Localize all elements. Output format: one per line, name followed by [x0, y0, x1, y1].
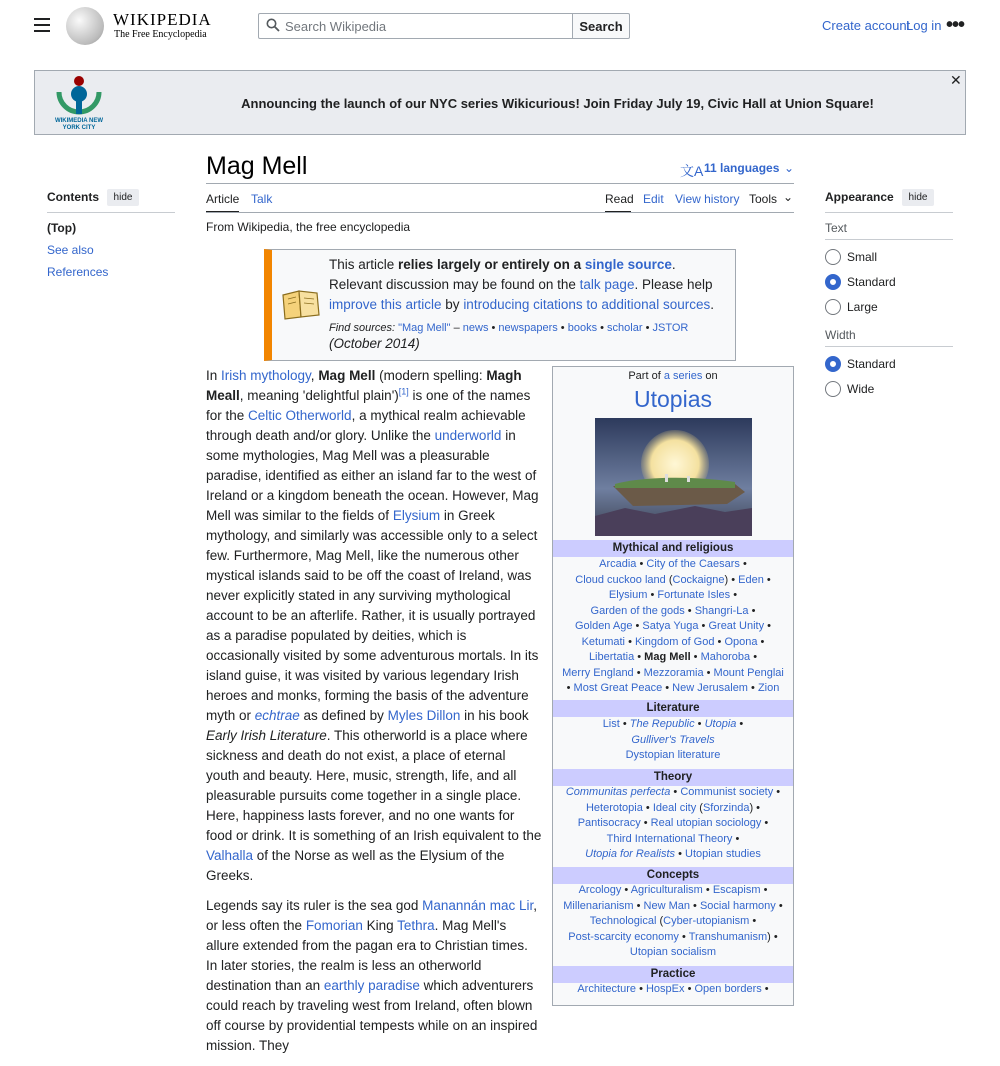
wikimedia-nyc-logo-text: WIKIMEDIA NEW YORK CITY — [54, 118, 104, 131]
link-mount-penglai[interactable]: Mount Penglai — [713, 666, 784, 679]
article-paragraph-1: In Irish mythology, Mag Mell (modern spelling: Magh Meall, meaning 'delightful plain')[1] is one of the names for the Celtic Otherworld, a mythical realm achievable through death and/or glory. Unlike the underworld in some mythologies, Mag Mell was a pleasurable paradise, identified as either an island far to the west of Ireland or a kingdom beneath the ocean. However, Mag Mell was similar to the fields of Elysium in Greek mythology, and similarly was accessible only to a select few. Furthermore, Mag Mell, like the numerous other mystical islands said to be off the coast of Ireland, was never explicitly stated in any surviving mythological account to be an afterlife. Rather, it is usually portrayed as a paradise populated by deities, which is occasionally visited by some adventurous mortals. In its island guise, it was visited by various legendary Irish heroes and monks, forming the basis of the adventure myth or echtrae as defined by Myles Dillon in his book Early Irish Literature. This otherworld is a place where sickness and death do not exist, a place of eternal youth and beauty. Here, music, strength, life, and all pleasurable pursuits come together in a single place. Here, happiness lasts forever, and no one wants for food or drink. It is something of an Irish equivalent to the Valhalla of the Norse as well as the Elysium of the Greeks. — [206, 368, 542, 883]
infobox-part-of: Part of a series on — [628, 370, 718, 382]
link-agriculturalism[interactable]: Agriculturalism — [630, 884, 703, 896]
list-line — [557, 748, 789, 764]
tab-article[interactable]: Article — [206, 192, 240, 206]
section-mythical-religious: Mythical and religious — [553, 540, 793, 557]
link-shangri-la[interactable]: Shangri-La — [694, 604, 749, 617]
link-echtrae[interactable]: echtrae — [254, 708, 300, 723]
floating-island-image[interactable] — [595, 418, 752, 536]
page-title: Mag Mell — [206, 152, 308, 180]
link-fortunate-isles[interactable]: Fortunate Isles — [657, 589, 731, 601]
link-third-international-theory[interactable]: Third International Theory — [606, 832, 733, 845]
list-line — [557, 945, 789, 961]
width-divider — [825, 346, 953, 347]
width-standard-label: Standard — [847, 357, 896, 371]
mythical-religious-list — [557, 557, 789, 697]
find-sources-books-link[interactable]: books — [567, 322, 598, 334]
link-opona[interactable]: Opona — [724, 635, 758, 648]
link-arcology[interactable]: Arcology — [578, 884, 622, 896]
link-pantisocracy[interactable]: Pantisocracy — [577, 817, 641, 829]
reference-1[interactable]: [1] — [398, 386, 409, 397]
link-millenarianism[interactable]: Millenarianism — [563, 899, 634, 912]
link-myles-dillon[interactable]: Myles Dillon — [387, 708, 461, 723]
width-standard-radio[interactable] — [825, 356, 841, 372]
link-kingdom-of-god[interactable]: Kingdom of God — [634, 635, 715, 648]
link-mahoroba[interactable]: Mahoroba — [700, 651, 751, 663]
list-line: Golden Age • Satya Yuga • Great Unity • — [574, 620, 772, 632]
link-merry-england[interactable]: Merry England — [562, 666, 634, 679]
link-real-utopian-sociology[interactable]: Real utopian sociology — [650, 817, 762, 829]
create-account-link[interactable]: Create account — [822, 18, 911, 33]
banner-announcement: Announcing the launch of our NYC series Wikicurious! Join Friday July 19, Civic Hall at Union Square! — [241, 96, 874, 111]
link-cyber-utopianism[interactable]: Cyber-utopianism — [663, 915, 750, 927]
single-source-link[interactable]: single source — [584, 257, 672, 272]
link-fomorian[interactable]: Fomorian — [305, 918, 363, 933]
width-heading: Width — [825, 328, 856, 342]
tab-edit[interactable]: Edit — [643, 192, 664, 206]
tab-talk[interactable]: Talk — [251, 192, 273, 206]
link-utopia-for-realists[interactable]: Utopia for Realists — [585, 848, 676, 860]
link-eden[interactable]: Eden — [738, 573, 764, 586]
link-great-unity[interactable]: Great Unity — [708, 620, 765, 632]
toc-item-top[interactable]: (Top) — [47, 221, 77, 235]
link-gullivers-travels[interactable]: Gulliver's Travels — [631, 733, 715, 746]
link-list[interactable]: List — [602, 718, 620, 730]
language-icon[interactable]: 文A — [680, 163, 704, 179]
list-line: Garden of the gods • Shangri-La • — [590, 604, 756, 617]
text-small-radio[interactable] — [825, 249, 841, 265]
link-arcadia[interactable]: Arcadia — [599, 558, 637, 570]
list-line: Heterotopia • Ideal city (Sforzinda) • — [585, 801, 761, 814]
search-icon — [266, 18, 280, 32]
list-line: Third International Theory • — [606, 832, 740, 845]
link-most-great-peace[interactable]: Most Great Peace — [573, 682, 663, 694]
list-line: Arcology • Agriculturalism • Escapism • — [578, 884, 768, 896]
list-line: Technological (Cyber-utopianism • — [589, 915, 757, 927]
toc-divider — [47, 212, 175, 213]
hamburger-icon — [34, 18, 50, 20]
notice-date: (October 2014) — [329, 336, 420, 351]
section-theory: Theory — [553, 769, 793, 786]
link-heterotopia[interactable]: Heterotopia — [585, 801, 643, 814]
series-link[interactable]: a series — [663, 370, 703, 382]
find-sources-news-link[interactable]: news — [462, 322, 489, 334]
infobox-title[interactable]: Utopias — [634, 386, 712, 412]
talk-page-link[interactable]: talk page — [579, 277, 635, 292]
link-city-of-caesars[interactable]: City of the Caesars — [646, 558, 740, 570]
link-zion[interactable]: Zion — [757, 682, 780, 694]
text-size-heading: Text — [825, 221, 848, 235]
find-sources-jstor-link[interactable]: JSTOR — [652, 322, 689, 334]
language-button[interactable]: 11 languages — [704, 161, 780, 175]
link-elysium-2[interactable]: Elysium — [608, 589, 648, 601]
chevron-down-icon[interactable]: ⌄ — [784, 161, 795, 175]
link-earthly-paradise[interactable]: earthly paradise — [323, 978, 420, 993]
list-line: • Most Great Peace • New Jerusalem • Zion — [566, 682, 780, 694]
introducing-citations-link[interactable]: introducing citations to additional sources — [463, 297, 711, 312]
text-standard-radio[interactable] — [825, 274, 841, 290]
link-cockaigne[interactable]: Cockaigne — [672, 573, 725, 586]
link-new-jerusalem[interactable]: New Jerusalem — [672, 682, 748, 694]
search-button[interactable]: Search — [572, 13, 630, 39]
list-line: Arcadia • City of the Caesars • — [599, 558, 747, 570]
appearance-hide-button[interactable]: hide — [902, 189, 934, 206]
link-garden-of-gods[interactable]: Garden of the gods — [590, 604, 685, 617]
link-escapism[interactable]: Escapism — [712, 884, 761, 896]
toc-item-see-also[interactable]: See also — [47, 243, 94, 257]
list-line — [557, 733, 789, 749]
link-ketumati[interactable]: Ketumati — [581, 635, 626, 648]
chevron-down-icon[interactable]: ⌄ — [783, 190, 794, 204]
text-large-label: Large — [847, 300, 878, 314]
link-new-man[interactable]: New Man — [643, 899, 690, 912]
log-in-link[interactable]: Log in — [906, 18, 942, 33]
toc-title: Contents — [47, 190, 99, 204]
list-line: Post-scarcity economy • Transhumanism) • — [568, 930, 778, 943]
wikipedia-globe-logo[interactable] — [66, 7, 104, 45]
text-small-label: Small — [847, 250, 878, 264]
practice-list — [557, 982, 789, 998]
link-communist-society[interactable]: Communist society — [680, 786, 774, 798]
tools-menu[interactable]: Tools — [749, 192, 778, 206]
link-manannan-mac-lir[interactable]: Manannán mac Lir — [422, 898, 534, 913]
find-sources-newspapers-link[interactable]: newspapers — [498, 322, 558, 334]
link-post-scarcity-economy[interactable]: Post-scarcity economy — [568, 930, 679, 943]
list-line: Elysium • Fortunate Isles • — [608, 589, 738, 601]
improve-article-link[interactable]: improve this article — [329, 297, 442, 312]
article-body — [206, 366, 542, 1066]
link-valhalla[interactable]: Valhalla — [206, 848, 254, 863]
tab-view-history[interactable]: View history — [675, 192, 740, 206]
link-mezzoramia[interactable]: Mezzoramia — [643, 666, 704, 679]
link-the-republic[interactable]: The Republic — [629, 718, 695, 730]
text-large-radio[interactable] — [825, 299, 841, 315]
link-elysium[interactable]: Elysium — [392, 508, 441, 523]
notice-text: This article relies largely or entirely on a single source. Relevant discussion may be found on the talk page. Please help improve this article by introducing citations to additional sources. — [329, 257, 714, 312]
link-transhumanism[interactable]: Transhumanism — [688, 930, 768, 943]
more-options-icon[interactable]: ••• — [946, 14, 965, 36]
list-line: Utopia for Realists • Utopian studies — [585, 848, 761, 860]
link-utopia[interactable]: Utopia — [704, 718, 737, 730]
book-icon — [281, 287, 321, 321]
link-irish-mythology[interactable]: Irish mythology — [221, 368, 311, 383]
section-concepts: Concepts — [553, 867, 793, 884]
search-input[interactable] — [283, 14, 568, 38]
width-wide-label: Wide — [847, 382, 875, 396]
link-tethra[interactable]: Tethra — [397, 918, 435, 933]
appearance-title: Appearance — [825, 190, 894, 204]
link-golden-age[interactable]: Golden Age — [574, 620, 633, 632]
text-size-divider — [825, 239, 953, 240]
list-line: Ketumati • Kingdom of God • Opona • — [581, 635, 765, 648]
width-wide-radio[interactable] — [825, 381, 841, 397]
link-open-borders[interactable]: Open borders — [694, 983, 762, 995]
list-line: Pantisocracy • Real utopian sociology • — [577, 817, 769, 829]
link-libertatia[interactable]: Libertatia — [588, 651, 635, 663]
link-architecture[interactable]: Architecture — [577, 983, 637, 995]
find-sources-title-link[interactable]: "Mag Mell" — [398, 322, 451, 334]
appearance-divider — [825, 212, 953, 213]
list-line: Cloud cuckoo land (Cockaigne) • Eden • — [575, 573, 771, 586]
link-dystopian-literature[interactable]: Dystopian literature — [625, 749, 721, 761]
section-literature: Literature — [553, 700, 793, 717]
list-line: List • The Republic • Utopia • — [602, 718, 744, 730]
tab-read[interactable]: Read — [605, 192, 634, 206]
list-line: Millenarianism • New Man • Social harmony • — [563, 899, 783, 912]
toc-item-references[interactable]: References — [47, 265, 109, 279]
find-sources: Find sources: "Mag Mell" – news • newspapers • books • scholar • JSTOR — [329, 322, 689, 334]
link-hospex[interactable]: HospEx — [645, 983, 685, 995]
link-communitas-perfecta[interactable]: Communitas perfecta — [565, 786, 671, 798]
link-utopian-studies[interactable]: Utopian studies — [685, 848, 761, 860]
link-ideal-city[interactable]: Ideal city — [652, 801, 697, 814]
link-utopian-socialism[interactable]: Utopian socialism — [629, 946, 717, 958]
link-satya-yuga[interactable]: Satya Yuga — [642, 620, 699, 632]
current-article-mag-mell: Mag Mell — [644, 651, 691, 663]
link-technological[interactable]: Technological — [589, 915, 657, 927]
toc-hide-button[interactable]: hide — [107, 189, 139, 206]
main-menu-button[interactable] — [34, 18, 50, 32]
text-standard-label: Standard — [847, 275, 896, 289]
utopias-sidebar — [552, 366, 794, 1006]
site-subtitle: From Wikipedia, the free encyclopedia — [206, 220, 411, 234]
link-underworld[interactable]: underworld — [434, 428, 502, 443]
list-line: Libertatia • Mag Mell • Mahoroba • — [588, 651, 758, 663]
link-sforzinda[interactable]: Sforzinda — [702, 801, 750, 814]
close-icon[interactable]: ✕ — [950, 72, 962, 88]
find-sources-scholar-link[interactable]: scholar — [607, 322, 643, 334]
title-divider — [206, 183, 794, 184]
tabs-divider — [206, 212, 794, 213]
wikipedia-tagline: The Free Encyclopedia — [114, 29, 207, 40]
article-paragraph-2: Legends say its ruler is the sea god Manannán mac Lir, or less often the Fomorian King Tethra. Mag Mell's allure extended from the pagan era to Christian times. In later stories, the realm is less an otherworld destination than an earthly paradise which adventurers could reach by traveling west from Ireland, often blown off course by providential tempests while on an inspired mission. They — [206, 898, 538, 1053]
concepts-list — [557, 883, 789, 961]
theory-list — [557, 785, 789, 863]
literature-list — [557, 717, 789, 764]
list-line: Communitas perfecta • Communist society • — [565, 786, 781, 798]
link-social-harmony[interactable]: Social harmony — [699, 899, 776, 912]
link-cloud-cuckoo-land[interactable]: Cloud cuckoo land — [575, 573, 666, 586]
link-celtic-otherworld[interactable]: Celtic Otherworld — [248, 408, 352, 423]
wikipedia-wordmark[interactable]: WIKIPEDIA — [113, 10, 212, 29]
list-line: Architecture • HospEx • Open borders • — [577, 983, 769, 995]
section-practice: Practice — [553, 966, 793, 983]
list-line: Merry England • Mezzoramia • Mount Penglai — [562, 666, 784, 679]
